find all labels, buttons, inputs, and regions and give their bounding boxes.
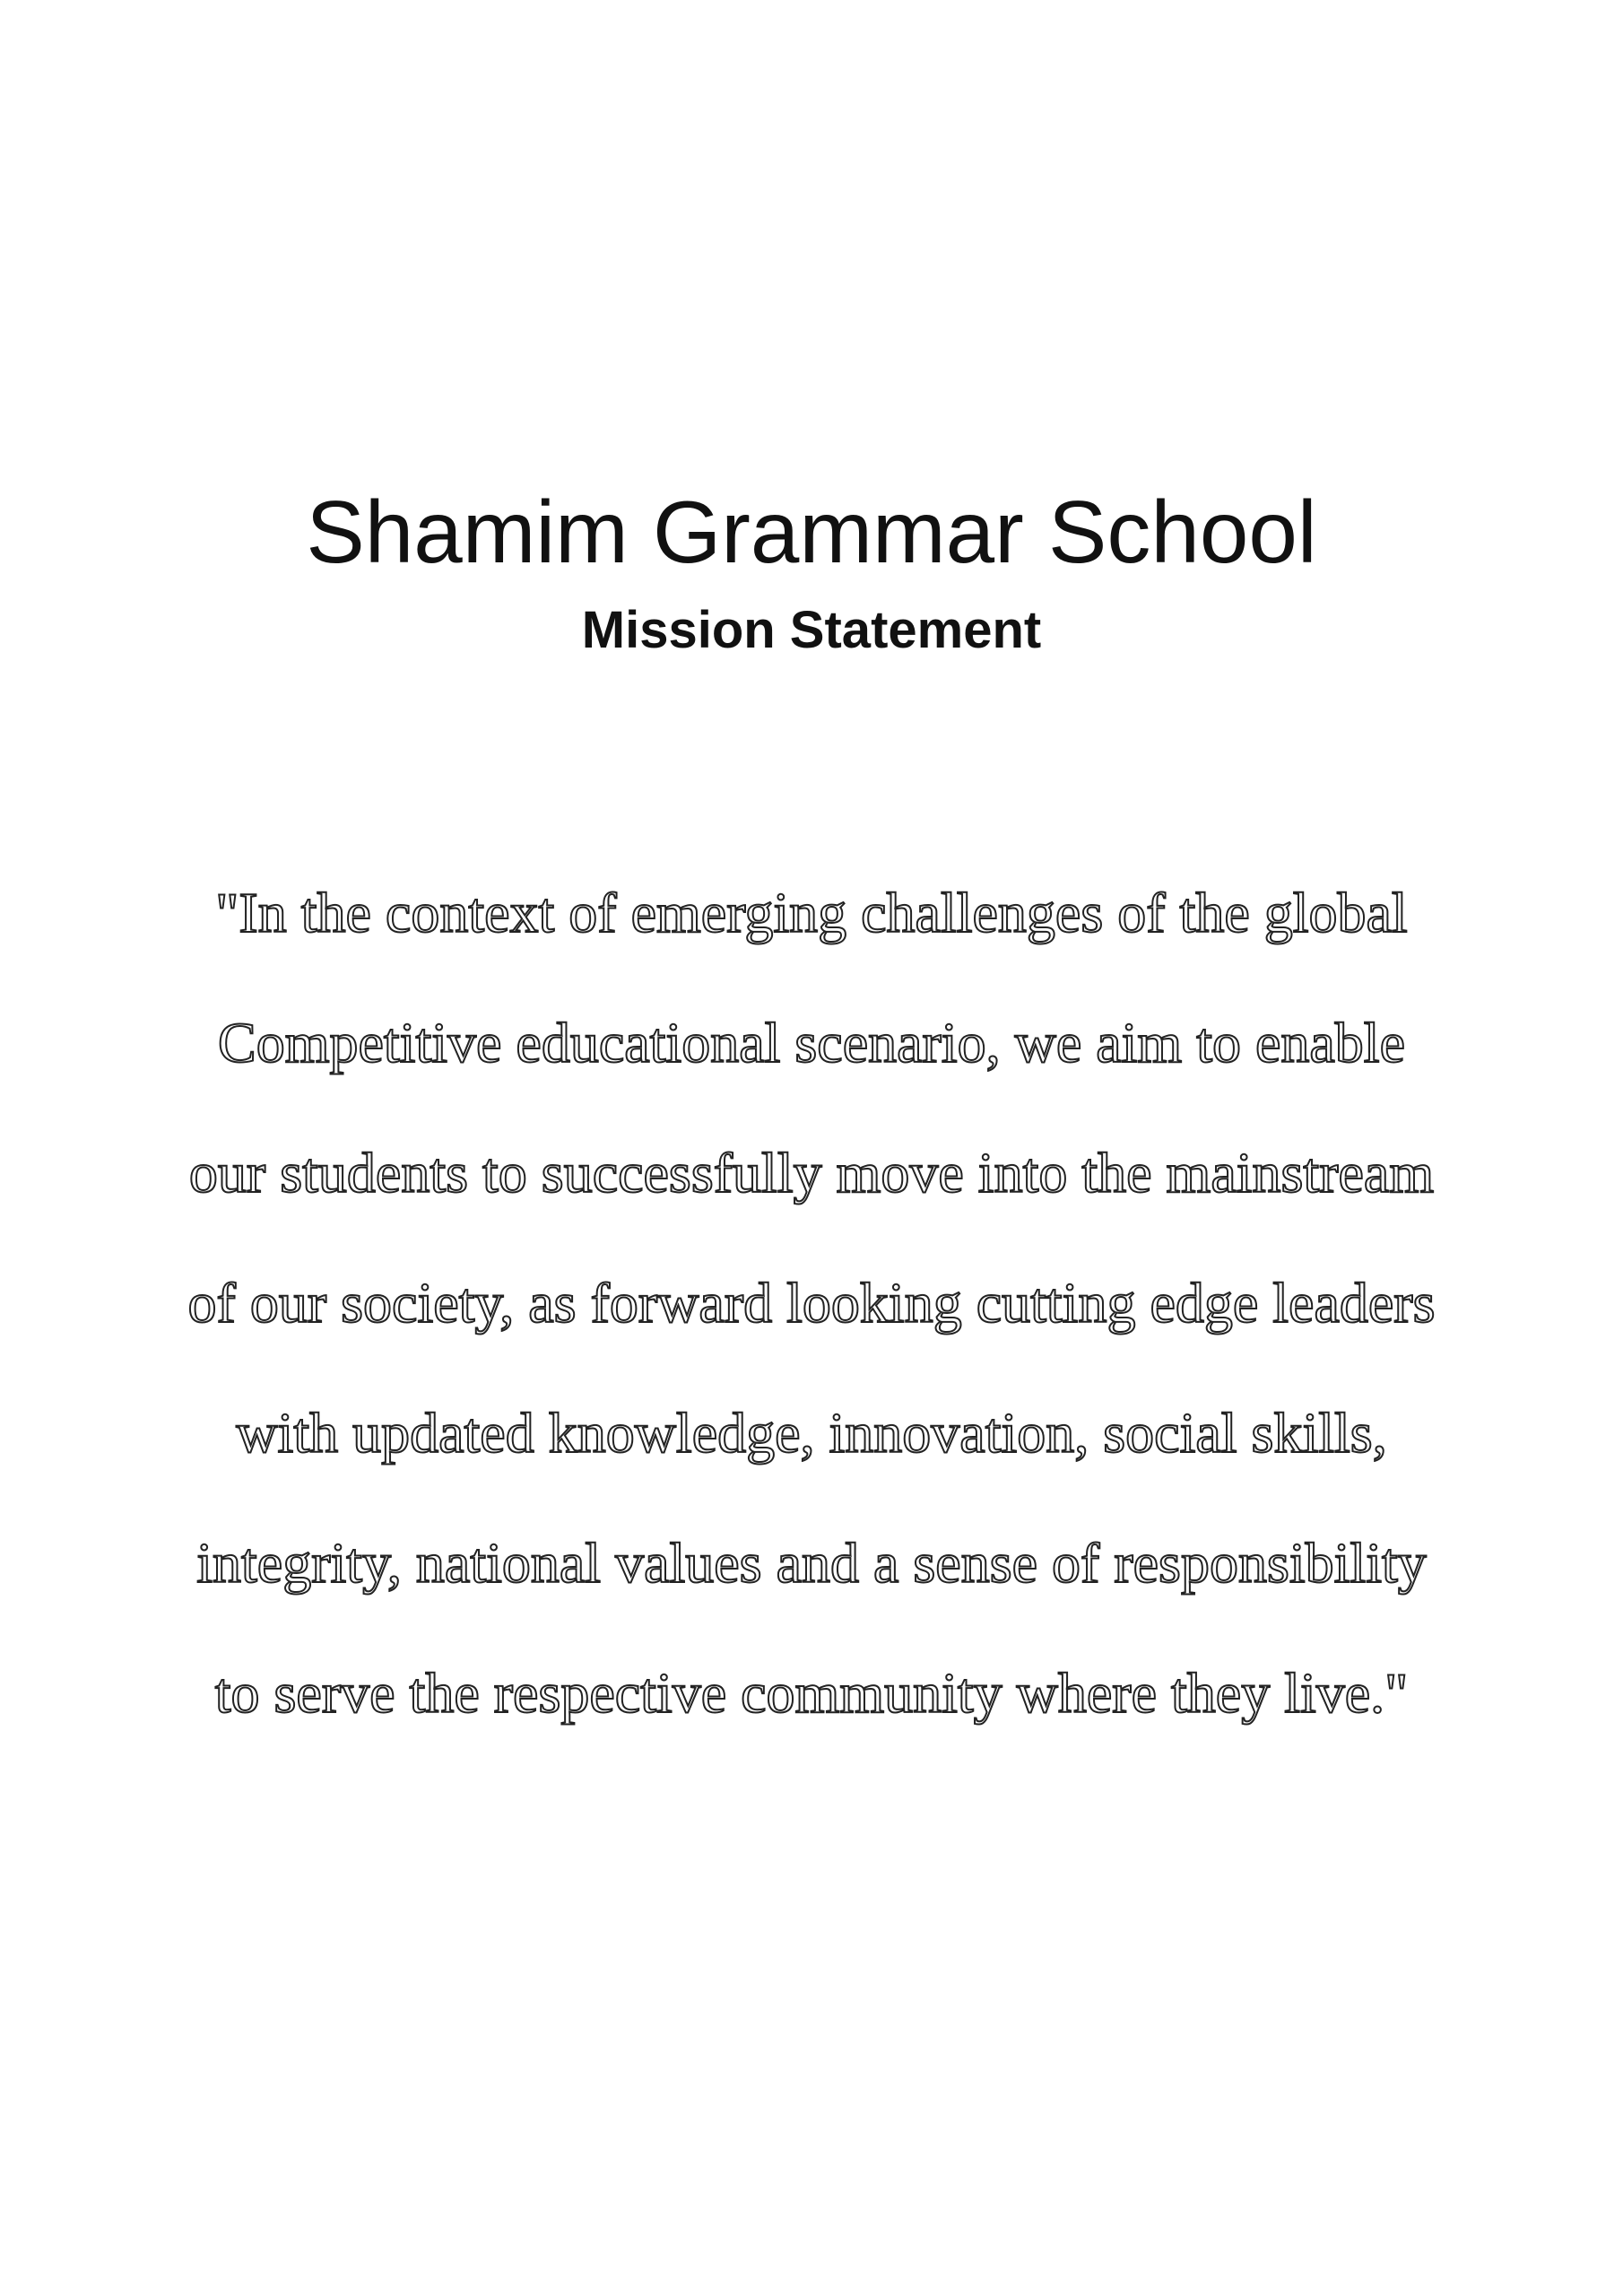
statement-line: integrity, national values and a sense of responsibility (196, 1531, 1427, 1595)
statement-line: our students to successfully move into the mainstream (188, 1141, 1435, 1205)
mission-statement-text (161, 848, 1462, 1758)
statement-line: to serve the respective community where they live." (214, 1661, 1409, 1725)
mission-statement-heading: Mission Statement (581, 601, 1042, 659)
statement-line: Competitive educational scenario, we aim to enable (218, 1011, 1405, 1074)
statement-line: of our society, as forward looking cutting edge leaders (187, 1271, 1436, 1335)
school-title: Shamim Grammar School (306, 483, 1317, 581)
statement-line: "In the context of emerging challenges of the global (215, 881, 1408, 944)
statement-line: with updated knowledge, innovation, social skills, (236, 1401, 1387, 1465)
